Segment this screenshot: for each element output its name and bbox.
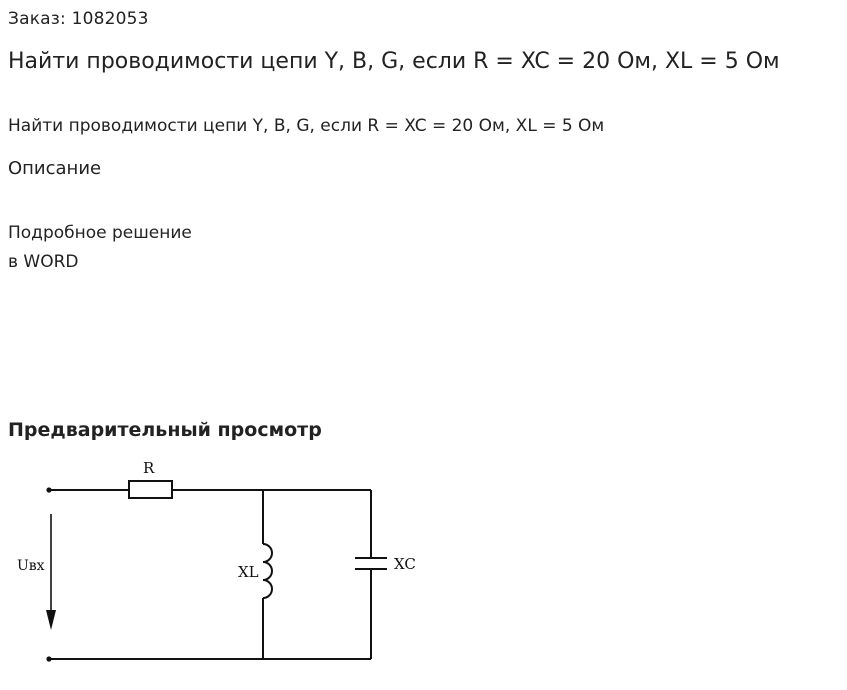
- page-title: Найти проводимости цепи Y, B, G, если R = XC = 20 Ом, XL = 5 Ом: [8, 49, 780, 74]
- label-xc: XC: [394, 555, 416, 573]
- preview-heading: Предварительный просмотр: [8, 419, 322, 441]
- description-text: [8, 219, 192, 277]
- description-line-2: в WORD: [8, 252, 79, 272]
- voltage-arrow-head: [46, 610, 56, 630]
- label-r: R: [143, 459, 155, 477]
- description-heading: Описание: [8, 158, 102, 179]
- resistor-r: [129, 481, 172, 498]
- circuit-diagram: [0, 450, 440, 680]
- label-xl: XL: [238, 563, 259, 581]
- description-line-1: Подробное решение: [8, 223, 192, 243]
- input-terminal-bottom: [46, 656, 51, 661]
- task-statement: Найти проводимости цепи Y, B, G, если R = XC = 20 Ом, XL = 5 Ом: [8, 116, 605, 136]
- label-uin: Uвх: [17, 558, 45, 574]
- input-terminal-top: [46, 487, 51, 492]
- order-id: Заказ: 1082053: [8, 9, 149, 29]
- inductor-xl: [263, 544, 272, 598]
